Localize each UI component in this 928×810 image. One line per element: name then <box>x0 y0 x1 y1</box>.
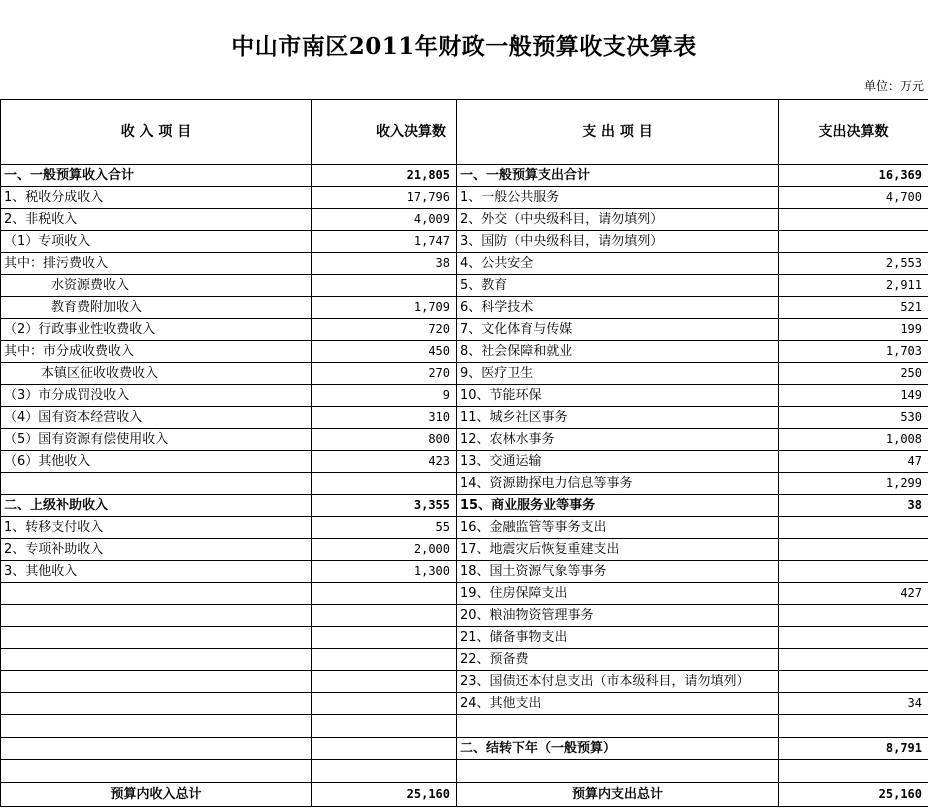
income-item-cell: 2、非税收入 <box>1 209 312 231</box>
expense-amount-cell: 250 <box>779 363 928 385</box>
expense-amount-cell <box>779 539 928 561</box>
expense-item-cell: 21、储备事物支出 <box>457 627 779 649</box>
table-row <box>1 605 928 627</box>
expense-item-cell: 1、一般公共服务 <box>457 187 779 209</box>
income-amount-cell: 1,747 <box>312 231 457 253</box>
income-item-cell: 二、上级补助收入 <box>1 495 312 517</box>
expense-item-cell: 12、农林水事务 <box>457 429 779 451</box>
income-amount-cell: 423 <box>312 451 457 473</box>
expense-item-cell: 11、城乡社区事务 <box>457 407 779 429</box>
expense-amount-cell <box>779 671 928 693</box>
header-expense-amount: 支出决算数 <box>779 100 928 165</box>
income-amount-cell <box>312 760 457 783</box>
table-row <box>1 715 928 738</box>
income-amount-cell <box>312 671 457 693</box>
income-amount-cell: 4,009 <box>312 209 457 231</box>
table-row <box>1 209 928 231</box>
income-item-cell <box>1 627 312 649</box>
income-amount-cell: 17,796 <box>312 187 457 209</box>
expense-amount-cell: 1,703 <box>779 341 928 363</box>
income-item-cell: 一、一般预算收入合计 <box>1 165 312 187</box>
table-row <box>1 165 928 187</box>
expense-amount-cell <box>779 760 928 783</box>
expense-item-cell: 20、粮油物资管理事务 <box>457 605 779 627</box>
income-item-cell: （3）市分成罚没收入 <box>1 385 312 407</box>
income-amount-cell: 1,300 <box>312 561 457 583</box>
expense-amount-cell <box>779 605 928 627</box>
income-item-cell <box>1 583 312 605</box>
unit-label: 单位：万元 <box>863 79 924 93</box>
table-row <box>1 341 928 363</box>
income-item-cell <box>1 760 312 783</box>
expense-item-cell: 23、国债还本付息支出（市本级科目，请勿填列） <box>457 671 779 693</box>
expense-item-cell: 二、结转下年（一般预算） <box>457 738 779 760</box>
expense-amount-cell <box>779 231 928 253</box>
income-amount-cell: 55 <box>312 517 457 539</box>
page-title: 中山市南区2011年财政一般预算收支决算表 <box>231 33 697 60</box>
table-row <box>1 517 928 539</box>
income-item-cell <box>1 738 312 760</box>
expense-item-cell: 预算内支出总计 <box>457 783 779 807</box>
income-amount-cell <box>312 605 457 627</box>
income-item-cell <box>1 693 312 715</box>
expense-amount-cell: 2,553 <box>779 253 928 275</box>
expense-amount-cell: 16,369 <box>779 165 928 187</box>
income-item-cell <box>1 473 312 495</box>
expense-amount-cell: 38 <box>779 495 928 517</box>
header-expense-item: 支 出 项 目 <box>457 100 779 165</box>
header-income-item: 收 入 项 目 <box>1 100 312 165</box>
table-row <box>1 385 928 407</box>
expense-item-cell: 18、国土资源气象等事务 <box>457 561 779 583</box>
table-row <box>1 693 928 715</box>
income-item-cell <box>1 715 312 738</box>
income-amount-cell: 310 <box>312 407 457 429</box>
income-amount-cell <box>312 715 457 738</box>
table-row <box>1 583 928 605</box>
table-row <box>1 253 928 275</box>
expense-amount-cell: 427 <box>779 583 928 605</box>
expense-item-cell: 7、文化体育与传媒 <box>457 319 779 341</box>
income-amount-cell <box>312 627 457 649</box>
expense-amount-cell: 149 <box>779 385 928 407</box>
income-item-cell: 教育费附加收入 <box>1 297 312 319</box>
income-item-cell: （5）国有资源有偿使用收入 <box>1 429 312 451</box>
expense-amount-cell: 1,299 <box>779 473 928 495</box>
income-item-cell: 水资源费收入 <box>1 275 312 297</box>
expense-amount-cell: 4,700 <box>779 187 928 209</box>
table-row <box>1 783 928 807</box>
table-row <box>1 363 928 385</box>
table-row <box>1 429 928 451</box>
expense-amount-cell: 1,008 <box>779 429 928 451</box>
income-amount-cell <box>312 693 457 715</box>
expense-amount-cell <box>779 715 928 738</box>
table-row <box>1 407 928 429</box>
expense-item-cell: 5、教育 <box>457 275 779 297</box>
expense-item-cell: 一、一般预算支出合计 <box>457 165 779 187</box>
table-row <box>1 760 928 783</box>
table-header-row <box>1 100 928 165</box>
income-amount-cell <box>312 275 457 297</box>
income-amount-cell <box>312 473 457 495</box>
expense-amount-cell <box>779 209 928 231</box>
income-amount-cell <box>312 649 457 671</box>
expense-amount-cell <box>779 627 928 649</box>
income-item-cell: 其中：排污费收入 <box>1 253 312 275</box>
table-row <box>1 231 928 253</box>
expense-amount-cell: 47 <box>779 451 928 473</box>
expense-item-cell: 16、金融监管等事务支出 <box>457 517 779 539</box>
table-row <box>1 451 928 473</box>
table-row <box>1 473 928 495</box>
expense-item-cell: 22、预备费 <box>457 649 779 671</box>
expense-item-cell <box>457 715 779 738</box>
income-amount-cell <box>312 738 457 760</box>
expense-item-cell: 3、国防（中央级科目，请勿填列） <box>457 231 779 253</box>
table-row <box>1 649 928 671</box>
table-row <box>1 539 928 561</box>
income-item-cell: 1、转移支付收入 <box>1 517 312 539</box>
expense-amount-cell: 25,160 <box>779 783 928 807</box>
expense-item-cell: 10、节能环保 <box>457 385 779 407</box>
expense-amount-cell: 199 <box>779 319 928 341</box>
income-amount-cell: 38 <box>312 253 457 275</box>
table-row <box>1 561 928 583</box>
income-item-cell <box>1 605 312 627</box>
income-item-cell <box>1 671 312 693</box>
expense-item-cell: 13、交通运输 <box>457 451 779 473</box>
table-row <box>1 738 928 760</box>
expense-amount-cell <box>779 649 928 671</box>
income-item-cell: 本镇区征收收费收入 <box>1 363 312 385</box>
income-item-cell: 预算内收入总计 <box>1 783 312 807</box>
expense-amount-cell: 530 <box>779 407 928 429</box>
income-item-cell: （6）其他收入 <box>1 451 312 473</box>
income-item-cell: 2、专项补助收入 <box>1 539 312 561</box>
income-item-cell: 3、其他收入 <box>1 561 312 583</box>
income-item-cell <box>1 649 312 671</box>
expense-amount-cell: 521 <box>779 297 928 319</box>
expense-amount-cell <box>779 517 928 539</box>
expense-item-cell: 6、科学技术 <box>457 297 779 319</box>
expense-item-cell: 15、商业服务业等事务 <box>457 495 779 517</box>
income-item-cell: （4）国有资本经营收入 <box>1 407 312 429</box>
income-amount-cell: 1,709 <box>312 297 457 319</box>
expense-item-cell <box>457 760 779 783</box>
income-item-cell: 其中：市分成收费收入 <box>1 341 312 363</box>
income-amount-cell: 3,355 <box>312 495 457 517</box>
expense-item-cell: 9、医疗卫生 <box>457 363 779 385</box>
expense-item-cell: 17、地震灾后恢复重建支出 <box>457 539 779 561</box>
table-row <box>1 495 928 517</box>
table-row <box>1 671 928 693</box>
expense-item-cell: 14、资源勘探电力信息等事务 <box>457 473 779 495</box>
expense-amount-cell: 2,911 <box>779 275 928 297</box>
expense-item-cell: 19、住房保障支出 <box>457 583 779 605</box>
expense-amount-cell <box>779 561 928 583</box>
table-row <box>1 627 928 649</box>
income-item-cell: （1）专项收入 <box>1 231 312 253</box>
income-item-cell: 1、税收分成收入 <box>1 187 312 209</box>
budget-table <box>0 99 928 807</box>
income-amount-cell: 9 <box>312 385 457 407</box>
income-amount-cell: 800 <box>312 429 457 451</box>
expense-item-cell: 2、外交（中央级科目，请勿填列） <box>457 209 779 231</box>
income-amount-cell: 25,160 <box>312 783 457 807</box>
income-item-cell: （2）行政事业性收费收入 <box>1 319 312 341</box>
income-amount-cell: 2,000 <box>312 539 457 561</box>
income-amount-cell: 270 <box>312 363 457 385</box>
expense-item-cell: 24、其他支出 <box>457 693 779 715</box>
income-amount-cell: 450 <box>312 341 457 363</box>
expense-amount-cell: 8,791 <box>779 738 928 760</box>
table-row <box>1 187 928 209</box>
expense-item-cell: 4、公共安全 <box>457 253 779 275</box>
income-amount-cell <box>312 583 457 605</box>
expense-item-cell: 8、社会保障和就业 <box>457 341 779 363</box>
header-income-amount: 收入决算数 <box>312 100 457 165</box>
table-row <box>1 297 928 319</box>
income-amount-cell: 720 <box>312 319 457 341</box>
table-row <box>1 275 928 297</box>
expense-amount-cell: 34 <box>779 693 928 715</box>
table-row <box>1 319 928 341</box>
income-amount-cell: 21,805 <box>312 165 457 187</box>
